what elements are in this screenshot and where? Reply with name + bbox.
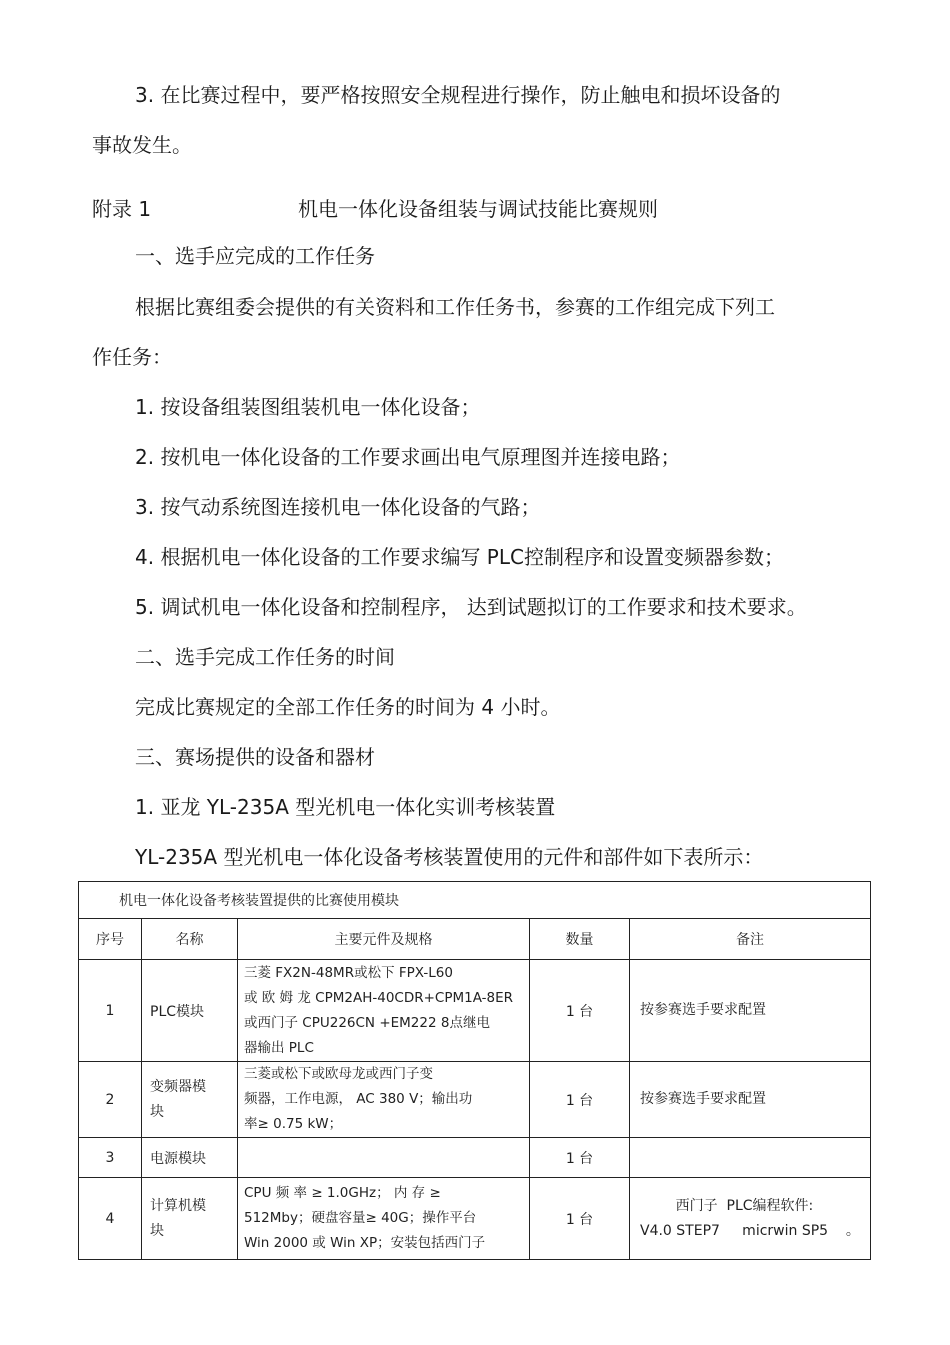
row-qty: 1 台 (530, 1138, 630, 1178)
table-row (79, 1062, 871, 1138)
row-no: 4 (79, 1178, 142, 1260)
row-no: 2 (79, 1062, 142, 1138)
modules-table (78, 881, 871, 1260)
appendix-label: 附录 1 (92, 197, 152, 221)
note-line: V4.0 STEP7 micrwin SP5 。 (640, 1222, 860, 1239)
note-line: 西门子 PLC编程软件: (640, 1197, 814, 1214)
row-note: 按参赛选手要求配置 (630, 960, 871, 1062)
header-spec: 主要元件及规格 (238, 919, 530, 960)
header-name: 名称 (142, 919, 238, 960)
spec-line: 三菱 FX2N-48MR或松下 FPX-L60 (244, 964, 453, 981)
row-qty: 1 台 (530, 1062, 630, 1138)
name-line: 计算机模 (150, 1197, 206, 1214)
row-no: 3 (79, 1138, 142, 1178)
row-spec (238, 1138, 530, 1178)
equipment-item-1-desc: YL-235A 型光机电一体化设备考核装置使用的元件和部件如下表所示： (135, 845, 764, 869)
paragraph-safety-line2: 事故发生。 (92, 133, 192, 157)
row-spec (238, 1178, 530, 1260)
row-spec (238, 960, 530, 1062)
row-note (630, 1138, 871, 1178)
spec-line: CPU 频 率 ≥ 1.0GHz； 内 存 ≥ (244, 1185, 441, 1201)
time-text: 完成比赛规定的全部工作任务的时间为 4 小时。 (135, 695, 561, 719)
section-heading-1: 一、选手应完成的工作任务 (135, 244, 375, 268)
row-spec (238, 1062, 530, 1138)
row-name (142, 1062, 238, 1138)
section-heading-2: 二、选手完成工作任务的时间 (135, 645, 395, 669)
row-qty: 1 台 (530, 960, 630, 1062)
task-item-3: 3. 按气动系统图连接机电一体化设备的气路； (135, 495, 541, 519)
row-name (142, 1178, 238, 1260)
header-no: 序号 (79, 919, 142, 960)
header-qty: 数量 (530, 919, 630, 960)
task-item-4: 4. 根据机电一体化设备的工作要求编写 PLC控制程序和设置变频器参数； (135, 545, 784, 569)
task-item-2: 2. 按机电一体化设备的工作要求画出电气原理图并连接电路； (135, 445, 681, 469)
spec-line: 器输出 PLC (244, 1039, 314, 1056)
spec-line: Win 2000 或 Win XP；安装包括西门子 (244, 1235, 486, 1251)
spec-line: 或 欧 姆 龙 CPM2AH-40CDR+CPM1A-8ER (244, 989, 514, 1006)
table-header-row (79, 919, 871, 960)
row-name: PLC模块 (142, 960, 238, 1062)
intro-line2: 作任务： (92, 345, 172, 369)
name-line: 块 (150, 1222, 164, 1239)
table-caption: 机电一体化设备考核装置提供的比赛使用模块 (79, 882, 871, 919)
equipment-item-1: 1. 亚龙 YL-235A 型光机电一体化实训考核装置 (135, 795, 556, 819)
appendix-title: 机电一体化设备组装与调试技能比赛规则 (298, 197, 658, 221)
row-name: 电源模块 (142, 1138, 238, 1178)
spec-line: 三菱或松下或欧母龙或西门子变 (244, 1066, 433, 1082)
paragraph-safety-line1: 3. 在比赛过程中，要严格按照安全规程进行操作，防止触电和损坏设备的 (135, 83, 781, 107)
intro-line1: 根据比赛组委会提供的有关资料和工作任务书，参赛的工作组完成下列工 (135, 295, 775, 319)
task-item-5: 5. 调试机电一体化设备和控制程序， 达到试题拟订的工作要求和技术要求。 (135, 595, 807, 619)
row-note (630, 1178, 871, 1260)
spec-line: 率≥ 0.75 kW； (244, 1116, 343, 1132)
name-line: 变频器模 (150, 1078, 206, 1095)
section-heading-3: 三、赛场提供的设备和器材 (135, 745, 375, 769)
task-item-1: 1. 按设备组装图组装机电一体化设备； (135, 395, 481, 419)
row-no: 1 (79, 960, 142, 1062)
table-caption-row (79, 882, 871, 919)
row-note: 按参赛选手要求配置 (630, 1062, 871, 1138)
spec-line: 或西门子 CPU226CN +EM222 8点继电 (244, 1014, 490, 1031)
header-note: 备注 (630, 919, 871, 960)
name-line: 块 (150, 1103, 164, 1120)
table-row (79, 1138, 871, 1178)
table-row (79, 960, 871, 1062)
table-row (79, 1178, 871, 1260)
spec-line: 512Mby；硬盘容量≥ 40G；操作平台 (244, 1210, 477, 1226)
row-qty: 1 台 (530, 1178, 630, 1260)
spec-line: 频器，工作电源， AC 380 V；输出功 (244, 1091, 473, 1107)
